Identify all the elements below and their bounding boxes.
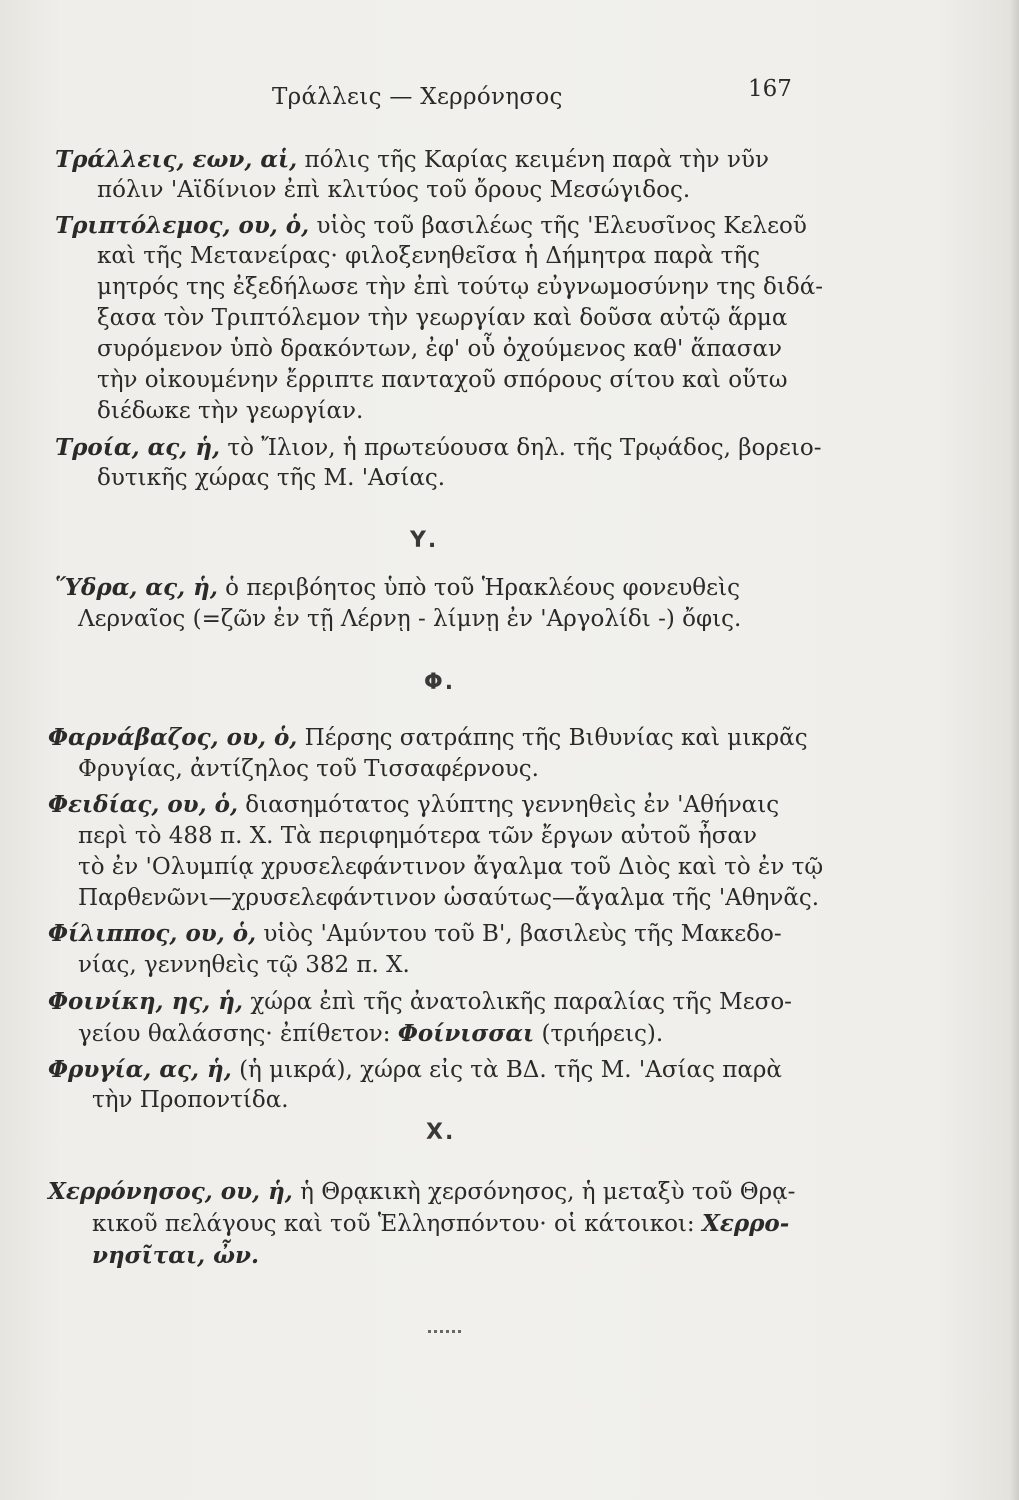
entry-headword: Φειδίας, ου, ὁ, (48, 791, 238, 818)
entry-text: τὸ Ἴλιον, ἡ πρωτεύουσα δηλ. τῆς Τρῳάδος, βορειο- (220, 435, 822, 461)
entry-line (97, 338, 782, 361)
entry-headword: Φίλιππος, ου, ὁ, (48, 920, 257, 947)
entry-line (55, 148, 769, 172)
entry-text: τὴν Προποντίδα. (92, 1087, 289, 1113)
entry-line (97, 276, 823, 299)
entry-line (48, 1058, 782, 1082)
entry-line (78, 825, 757, 848)
entry-text: χώρα ἐπὶ τῆς ἀνατολικῆς παραλίας τῆς Μεσο- (243, 989, 792, 1015)
entry-line (48, 990, 792, 1014)
entry-line (48, 793, 779, 817)
entry-headword: Φρυγία, ας, ἡ, (48, 1056, 232, 1083)
entry-text: τὸ ἐν 'Ολυμπίᾳ χρυσελεφάντινον ἄγαλμα τοῦ Διὸς καὶ τὸ ἐν τῷ (78, 854, 824, 880)
page-number: 167 (748, 76, 792, 102)
entry-text: (τριήρεις). (534, 1021, 664, 1047)
entry-text: ξασα τὸν Τριπτόλεμον τὴν γεωργίαν καὶ δοῦσα αὐτῷ ἅρμα (97, 305, 788, 331)
entry-line (55, 576, 740, 600)
entry-line (78, 608, 741, 631)
entry-line (92, 1089, 289, 1112)
section-letter: Φ. (424, 670, 456, 695)
entry-text: πόλις τῆς Καρίας κειμένη παρὰ τὴν νῦν (297, 147, 769, 173)
entry-headword: Φοινίκη, ης, ἡ, (48, 988, 244, 1015)
entry-text: νίας, γεννηθεὶς τῷ 382 π. Χ. (78, 952, 410, 978)
entry-headword: Τριπτόλεμος, ου, ὁ, (55, 212, 310, 239)
entry-line (97, 400, 363, 423)
entry-text: (ἡ μικρά), χώρα εἰς τὰ ΒΔ. τῆς Μ. 'Ασίας παρὰ (231, 1057, 782, 1083)
entry-headword: Τράλλεις, εων, αἱ, (55, 146, 298, 173)
entry-emphasis: Χερρο- (702, 1210, 790, 1237)
running-header: Τράλλεις — Χερρόνησος (272, 84, 563, 110)
entry-line (97, 179, 690, 202)
entry-line (97, 369, 788, 392)
entry-text: Λερναῖος (=ζῶν ἐν τῇ Λέρνῃ - λίμνῃ ἐν 'Αργολίδι -) ὄφις. (78, 606, 742, 632)
entry-text: δυτικῆς χώρας τῆς Μ. 'Ασίας. (97, 465, 446, 491)
entry-line (78, 856, 823, 879)
entry-headword: Ὕδρα, ας, ἡ, (55, 574, 218, 601)
entry-headword: νησῖται, ὦν. (92, 1242, 259, 1269)
entry-text: συρόμενον ὑπὸ δρακόντων, ἐφ' οὗ ὀχούμενος καθ' ἅπασαν (97, 336, 782, 362)
entry-headword: Τροία, ας, ἡ, (55, 434, 221, 461)
entry-text: διασημότατος γλύπτης γεννηθεὶς ἐν 'Αθήναις (238, 792, 780, 818)
entry-text: τὴν οἰκουμένην ἔρριπτε πανταχοῦ σπόρους σίτου καὶ οὕτω (97, 367, 788, 393)
entry-line (48, 1180, 795, 1204)
entry-line (97, 307, 787, 330)
entry-line (78, 887, 819, 910)
entry-line (78, 1022, 663, 1046)
entry-emphasis: Φοίνισσαι (397, 1020, 535, 1047)
entry-line (48, 922, 782, 946)
entry-text: υἱὸς 'Αμύντου τοῦ Β', βασιλεὺς τῆς Μακεδο- (256, 921, 782, 947)
section-letter: Υ. (410, 528, 439, 553)
entry-text: ἡ Θρᾳκικὴ χερσόνησος, ἡ μεταξὺ τοῦ Θρᾳ- (292, 1179, 796, 1205)
entry-line (55, 436, 821, 460)
entry-line (55, 214, 807, 238)
entry-text: ὁ περιβόητος ὑπὸ τοῦ Ἡρακλέους φονευθεὶς (217, 575, 740, 601)
entry-line (48, 726, 808, 750)
entry-text: γείου θαλάσσης· ἐπίθετον: (78, 1021, 398, 1047)
entry-headword: Φαρνάβαζος, ου, ὁ, (48, 724, 298, 751)
entry-text: υἱὸς τοῦ βασιλέως τῆς 'Ελευσῖνος Κελεοῦ (309, 213, 807, 239)
entry-text: περὶ τὸ 488 π. Χ. Τὰ περιφημότερα τῶν ἔργων αὐτοῦ ἦσαν (78, 823, 757, 849)
entry-line (97, 245, 760, 268)
entry-text: μητρός της ἐξεδήλωσε τὴν ἐπὶ τούτῳ εὐγνωμοσύνην της διδά- (97, 274, 824, 300)
entry-line (78, 758, 539, 781)
entry-text: Πέρσης σατράπης τῆς Βιθυνίας καὶ μικρᾶς (297, 725, 808, 751)
entry-text: Παρθενῶνι—χρυσελεφάντινον ὡσαύτως—ἄγαλμα τῆς 'Αθηνᾶς. (78, 885, 820, 911)
entry-text: Φρυγίας, ἀντίζηλος τοῦ Τισσαφέρνους. (78, 756, 539, 782)
end-ornament (428, 1330, 464, 1333)
section-letter: Χ. (426, 1120, 456, 1145)
entry-headword: Χερρόνησος, ου, ἡ, (48, 1178, 293, 1205)
entry-text: πόλιν 'Αϊδίνιον ἐπὶ κλιτύος τοῦ ὄρους Μεσώγιδος. (97, 177, 691, 203)
page-edge-shadow (1009, 0, 1019, 1500)
entry-line (97, 467, 445, 490)
entry-line (92, 1212, 789, 1236)
entry-text: καὶ τῆς Μετανείρας· φιλοξενηθεῖσα ἡ Δήμητρα παρὰ τῆς (97, 243, 761, 269)
entry-text: διέδωκε τὴν γεωργίαν. (97, 398, 364, 424)
entry-line (78, 954, 410, 977)
entry-line (92, 1244, 259, 1268)
entry-text: κικοῦ πελάγους καὶ τοῦ Ἑλλησπόντου· οἱ κάτοικοι: (92, 1211, 702, 1237)
